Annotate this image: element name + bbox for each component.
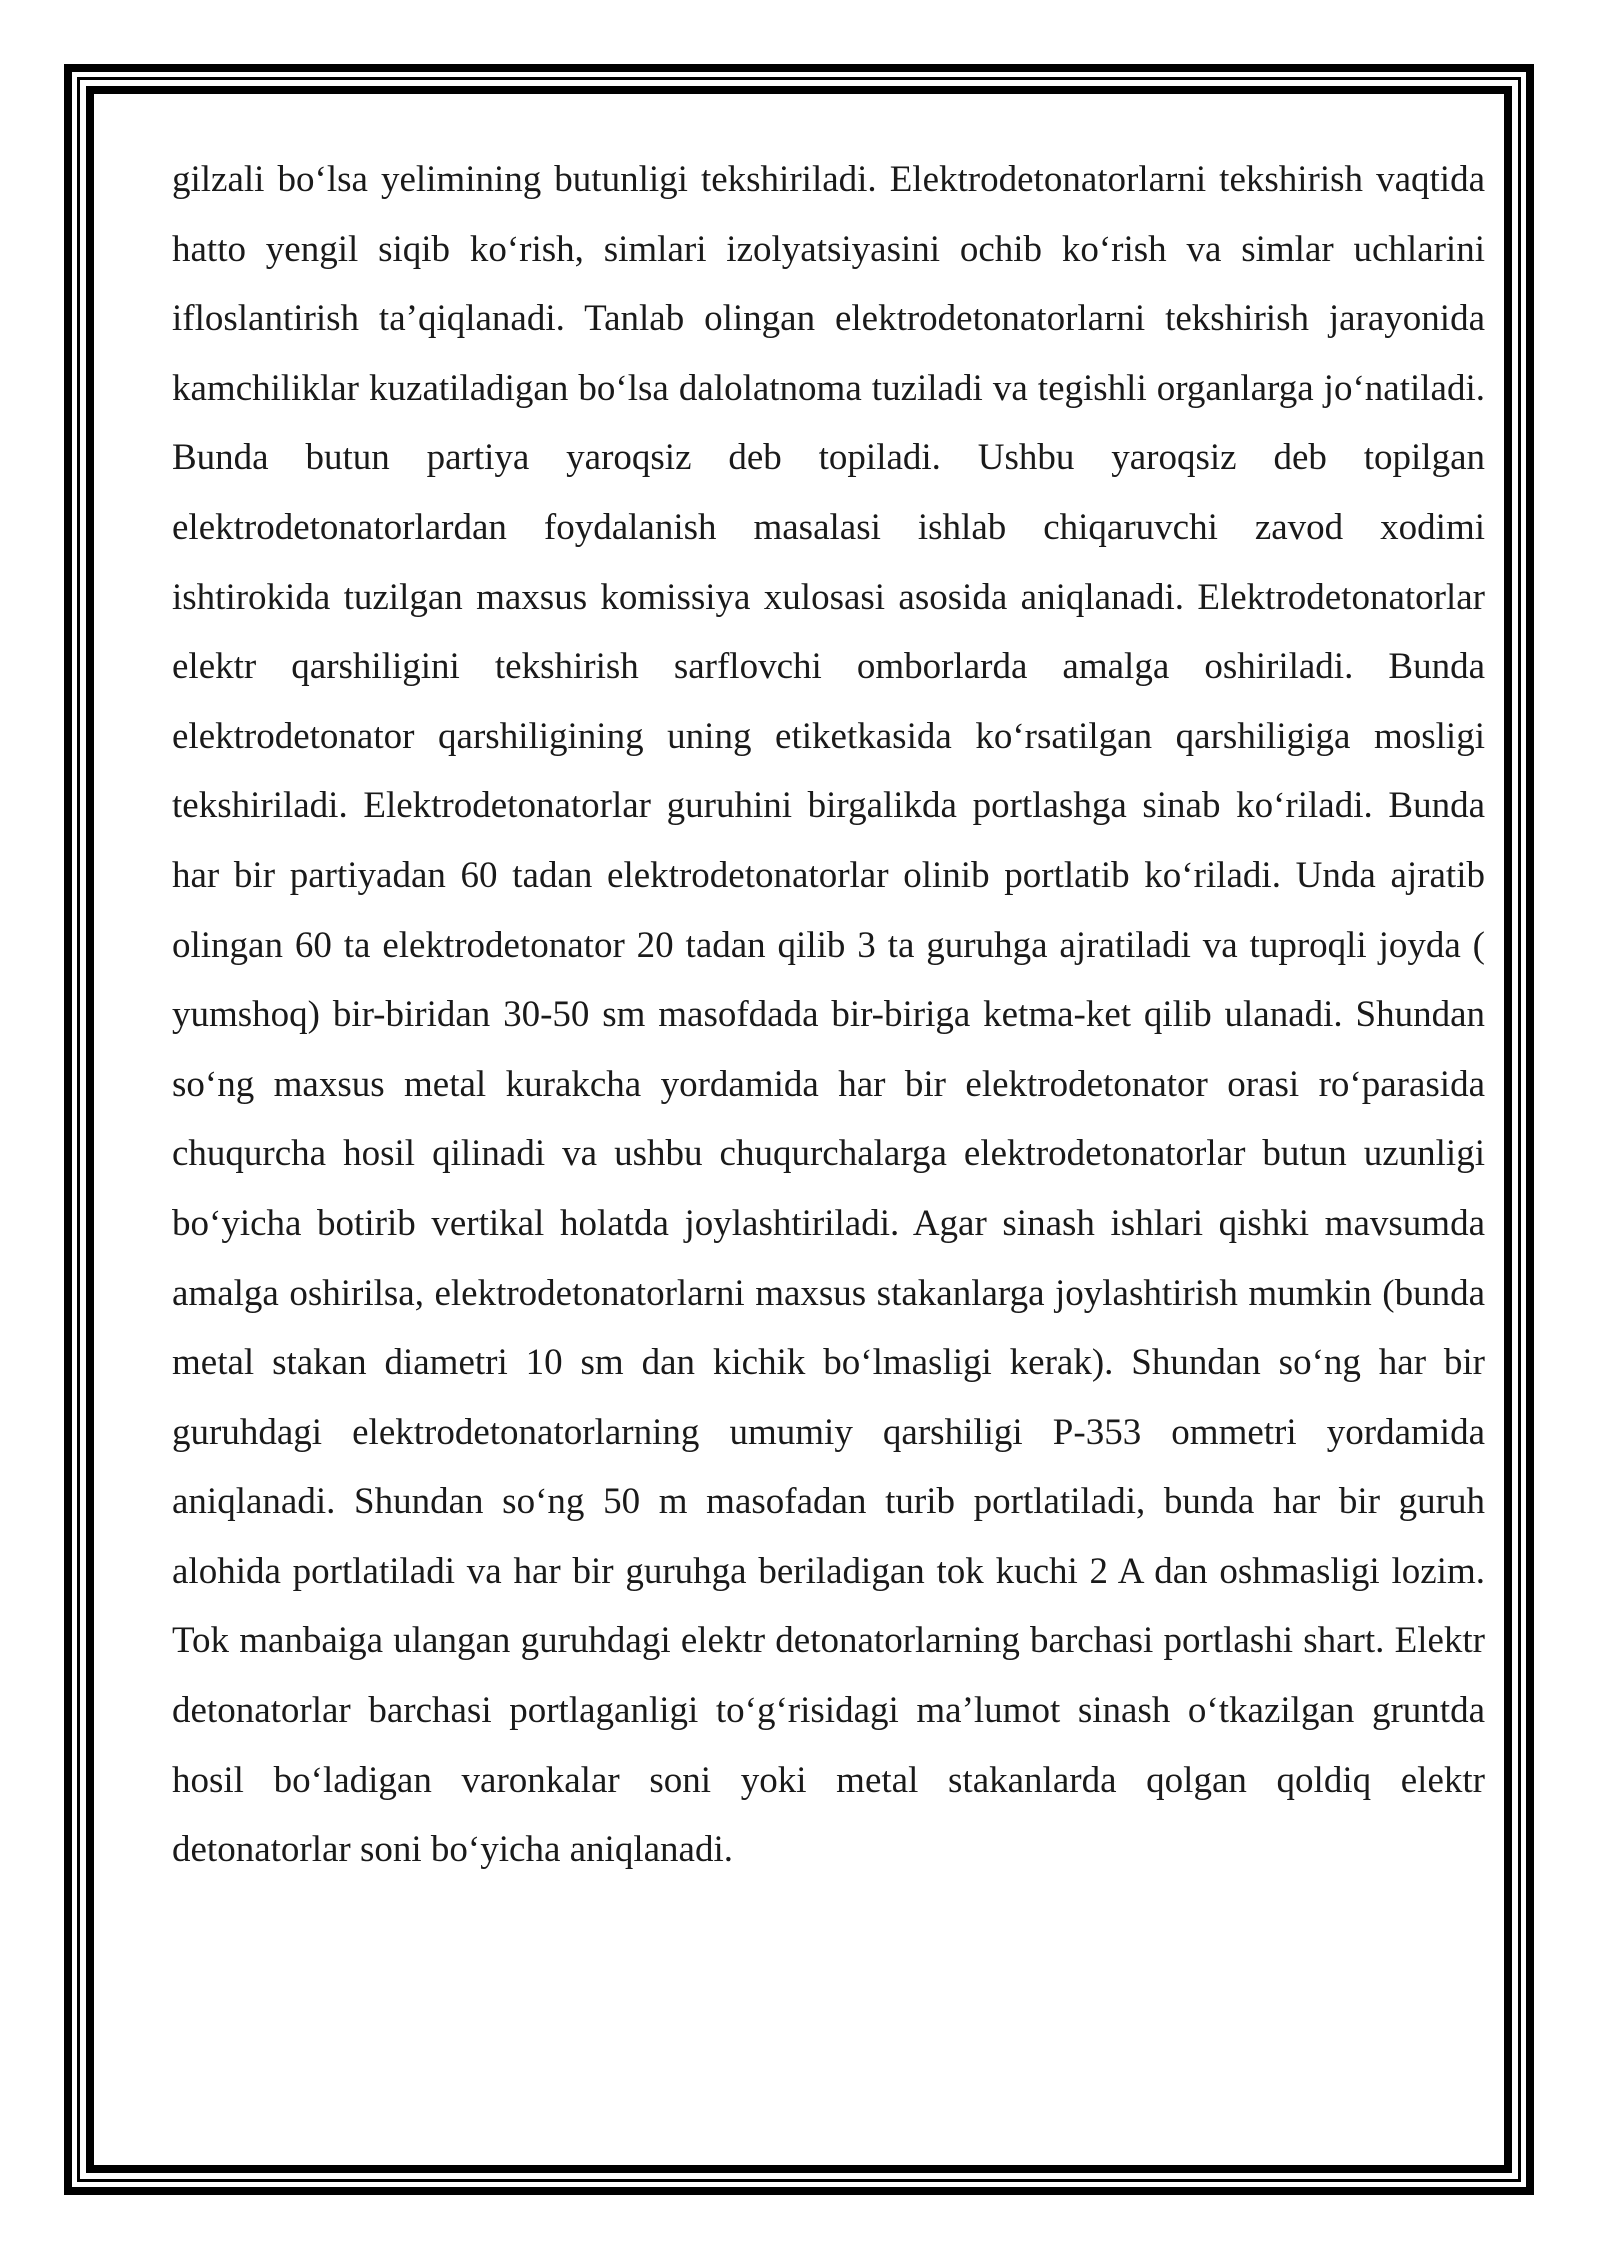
body-paragraph: gilzali bo‘lsa yelimining butunligi tekshiriladi. Elektrodetonatorlarni tekshirish vaqtida hatto yengil siqib ko‘rish, simlari izolyatsiyasini ochib ko‘rish va simlar uchlarini ifloslantirish ta’qiqlanadi. Tanlab olingan elektrodetonatorlarni tekshirish jarayonida kamchiliklar kuzatiladigan bo‘lsa dalolatnoma tuziladi va tegishli organlarga jo‘natiladi. Bunda butun partiya yaroqsiz deb topiladi. Ushbu yaroqsiz deb topilgan elektrodetonatorlardan foydalanish masalasi ishlab chiqaruvchi zavod xodimi ishtirokida tuzilgan maxsus komissiya xulosasi asosida aniqlanadi. Elektrodetonatorlar elektr qarshiligini tekshirish sarflovchi omborlarda amalga oshiriladi. Bunda elektrodetonator qarshiligining uning etiketkasida ko‘rsatilgan qarshiligiga mosligi tekshiriladi. Elektrodetonatorlar guruhini birgalikda portlashga sinab ko‘riladi. Bunda har bir partiyadan 60 tadan elektrodetonatorlar olinib portlatib ko‘riladi. Unda ajratib olingan 60 ta elektrodetonator 20 tadan qilib 3 ta guruhga ajratiladi va tuproqli joyda ( yumshoq) bir-biridan 30-50 sm masofdada bir-biriga ketma-ket qilib ulanadi. Shundan so‘ng maxsus metal kurakcha yordamida har bir elektrodetonator orasi ro‘parasida chuqurcha hosil qilinadi va ushbu chuqurchalarga elektrodetonatorlar butun uzunligi bo‘yicha botirib vertikal holatda joylashtiriladi. Agar sinash ishlari qishki mavsumda amalga oshirilsa, elektrodetonatorlarni maxsus stakanlarga joylashtirish mumkin (bunda metal stakan diametri 10 sm dan kichik bo‘lmasligi kerak). Shundan so‘ng har bir guruhdagi elektrodetonatorlarning umumiy qarshiligi P-353 ommetri yordamida aniqlanadi. Shundan so‘ng 50 m masofadan turib portlatiladi, bunda har bir guruh alohida portlatiladi va har bir guruhga beriladigan tok kuchi 2 A dan oshmasligi lozim. Tok manbaiga ulangan guruhdagi elektr detonatorlarning barchasi portlashi shart. Elektr detonatorlar barchasi portlaganligi to‘g‘risidagi ma’lumot sinash o‘tkazilgan gruntda hosil bo‘ladigan varonkalar soni yoki metal stakanlarda qolgan qoldiq elektr detonatorlar soni bo‘yicha aniqlanadi. [172,159,1485,1871]
